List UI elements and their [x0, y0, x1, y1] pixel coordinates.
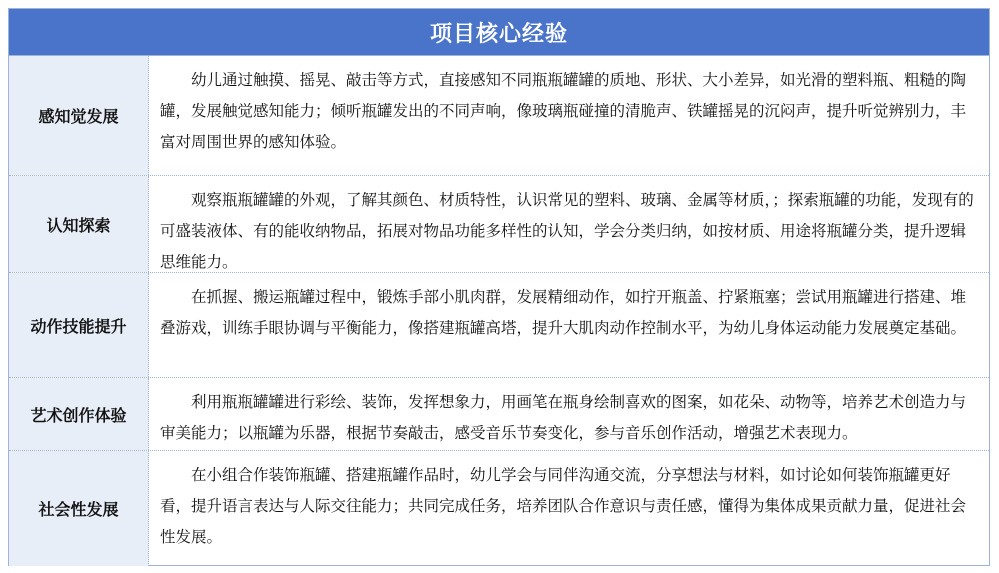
row-label: 艺术创作体验: [9, 378, 149, 450]
row-label: 动作技能提升: [9, 273, 149, 377]
row-content: 利用瓶瓶罐罐进行彩绘、装饰，发挥想象力，用画笔在瓶身绘制喜欢的图案，如花朵、动物等，培养艺术创造力与审美能力；以瓶罐为乐器，根据节奏敲击，感受音乐节奏变化，参与音乐创作活动，增强艺术表现力。: [160, 393, 967, 442]
row-content: 幼儿通过触摸、摇晃、敲击等方式，直接感知不同瓶瓶罐罐的质地、形状、大小差异，如光滑的塑料瓶、粗糙的陶罐，发展触觉感知能力；倾听瓶罐发出的不同声响，像玻璃瓶碰撞的清脆声、铁罐摇晃的沉闷声，提升听觉辨别力，丰富对周围世界的感知体验。: [160, 71, 967, 151]
table-row: [9, 378, 989, 451]
row-label: 认知探索: [9, 176, 149, 272]
table-row: [9, 56, 989, 176]
table-title: 项目核心经验: [9, 9, 989, 56]
row-label: 社会性发展: [9, 451, 149, 566]
row-label: 感知觉发展: [9, 56, 149, 175]
table-row: [9, 451, 989, 566]
table-body: [9, 56, 989, 566]
experience-table: [8, 8, 990, 566]
row-content: 在小组合作装饰瓶罐、搭建瓶罐作品时，幼儿学会与同伴沟通交流，分享想法与材料，如讨论如何装饰瓶罐更好看，提升语言表达与人际交往能力；共同完成任务，培养团队合作意识与责任感，懂得为集体成果贡献力量，促进社会性发展。: [160, 466, 967, 546]
table-row: [9, 176, 989, 273]
row-content: 在抓握、搬运瓶罐过程中，锻炼手部小肌肉群，发展精细动作，如拧开瓶盖、拧紧瓶塞；尝试用瓶罐进行搭建、堆叠游戏，训练手眼协调与平衡能力，像搭建瓶罐高塔，提升大肌肉动作控制水平，为幼儿身体运动能力发展奠定基础。: [160, 288, 967, 337]
row-content: 观察瓶瓶罐罐的外观，了解其颜色、材质特性，认识常见的塑料、玻璃、金属等材质，；探索瓶罐的功能，发现有的可盛装液体、有的能收纳物品，拓展对物品功能多样性的认知，学会分类归纳，如按材质、用途将瓶罐分类，提升逻辑思维能力。: [160, 191, 974, 271]
table-row: [9, 273, 989, 378]
